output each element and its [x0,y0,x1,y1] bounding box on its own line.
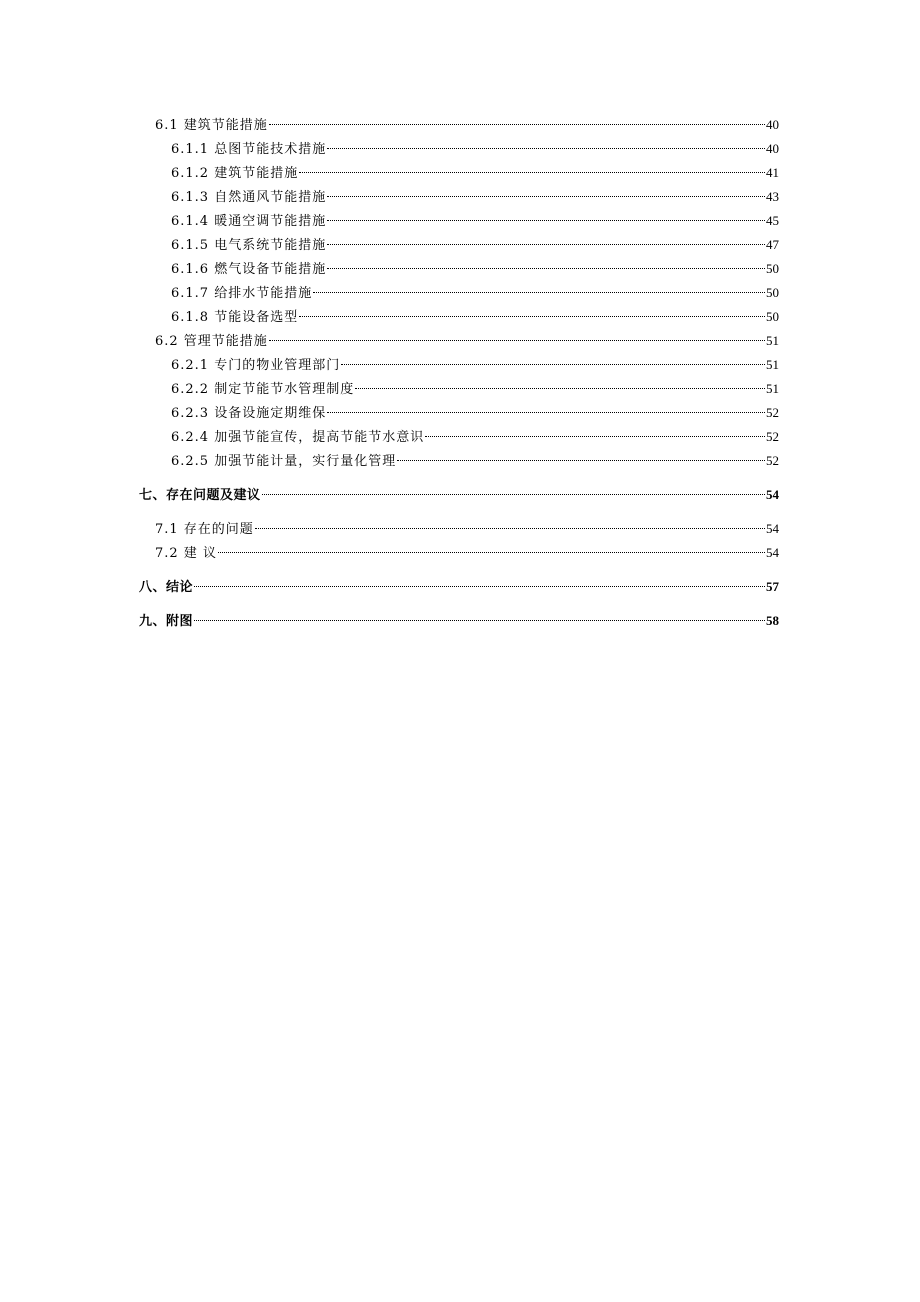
toc-leader-dots [327,220,765,221]
toc-entry-chapter-9[interactable] [139,611,779,631]
toc-page-number: 52 [766,405,779,420]
toc-page-number: 52 [766,429,779,444]
toc-page-number: 40 [766,141,779,156]
toc-page-number: 51 [766,381,779,396]
toc-entry-label: 6.1 建筑节能措施 [155,118,268,133]
toc-page-number: 40 [766,117,779,132]
toc-page-number: 50 [766,309,779,324]
toc-leader-dots [327,148,765,149]
toc-leader-dots [218,552,765,553]
toc-leader-dots [299,316,765,317]
toc-entry-label: 6.1.6 燃气设备节能措施 [171,262,327,277]
toc-page-number: 41 [766,165,779,180]
toc-entry-6-2-4[interactable] [171,427,779,447]
toc-entry-6-2[interactable] [155,331,779,351]
toc-entry-label: 6.1.8 节能设备选型 [171,310,299,325]
toc-leader-dots [397,460,765,461]
toc-leader-dots [425,436,765,437]
toc-entry-7-1[interactable] [155,519,779,539]
toc-entry-6-1-6[interactable] [171,259,779,279]
toc-entry-6-1-3[interactable] [171,187,779,207]
toc-page-number: 50 [766,261,779,276]
toc-entry-6-2-3[interactable] [171,403,779,423]
toc-entry-label: 6.1.7 给排水节能措施 [171,286,313,301]
toc-leader-dots [269,340,765,341]
toc-leader-dots [269,124,765,125]
toc-leader-dots [194,586,765,587]
toc-page-number: 50 [766,285,779,300]
toc-entry-6-1-7[interactable] [171,283,779,303]
toc-entry-6-1-5[interactable] [171,235,779,255]
toc-entry-label: 6.1.4 暖通空调节能措施 [171,214,327,229]
toc-leader-dots [327,244,765,245]
toc-leader-dots [341,364,765,365]
toc-entry-label: 6.2 管理节能措施 [155,334,268,349]
toc-entry-label: 6.1.1 总图节能技术措施 [171,142,327,157]
toc-page-number: 54 [766,545,779,560]
toc-entry-label: 6.2.2 制定节能节水管理制度 [171,382,355,397]
toc-entry-6-1-8[interactable] [171,307,779,327]
toc-page-number: 54 [766,521,779,536]
toc-page-number: 51 [766,333,779,348]
toc-entry-label: 7.1 存在的问题 [155,522,254,537]
toc-leader-dots [327,412,765,413]
toc-entry-label: 6.2.3 设备设施定期维保 [171,406,327,421]
toc-entry-label: 6.1.5 电气系统节能措施 [171,238,327,253]
toc-entry-label: 7.2 建 议 [155,546,217,561]
toc-entry-chapter-8[interactable] [139,577,779,597]
toc-entry-6-1[interactable] [155,115,779,135]
toc-page-number: 54 [766,487,779,502]
toc-entry-label: 八、结论 [139,579,194,594]
toc-page-number: 47 [766,237,779,252]
toc-leader-dots [299,172,765,173]
toc-page-number: 52 [766,453,779,468]
toc-page-number: 43 [766,189,779,204]
toc-entry-7-2[interactable] [155,543,779,563]
toc-entry-label: 七、存在问题及建议 [139,487,261,502]
toc-leader-dots [327,268,765,269]
toc-page-number: 45 [766,213,779,228]
toc-entry-6-2-1[interactable] [171,355,779,375]
toc-entry-label: 6.1.2 建筑节能措施 [171,166,299,181]
toc-leader-dots [262,494,765,495]
toc-page-number: 58 [766,613,779,628]
toc-entry-6-1-1[interactable] [171,139,779,159]
toc-entry-label: 九、附图 [139,613,194,628]
toc-leader-dots [194,620,765,621]
toc-entry-label: 6.2.5 加强节能计量，实行量化管理 [171,454,397,469]
toc-entry-6-2-5[interactable] [171,451,779,471]
toc-page-number: 51 [766,357,779,372]
toc-entry-chapter-7[interactable] [139,485,779,505]
toc-page-number: 57 [766,579,779,594]
toc-entry-6-1-2[interactable] [171,163,779,183]
toc-leader-dots [313,292,765,293]
toc-leader-dots [355,388,765,389]
toc-entry-6-2-2[interactable] [171,379,779,399]
toc-leader-dots [327,196,765,197]
toc-entry-6-1-4[interactable] [171,211,779,231]
toc-entry-label: 6.2.1 专门的物业管理部门 [171,358,341,373]
toc-entry-label: 6.2.4 加强节能宣传，提高节能节水意识 [171,430,425,445]
toc-entry-label: 6.1.3 自然通风节能措施 [171,190,327,205]
toc-leader-dots [255,528,765,529]
